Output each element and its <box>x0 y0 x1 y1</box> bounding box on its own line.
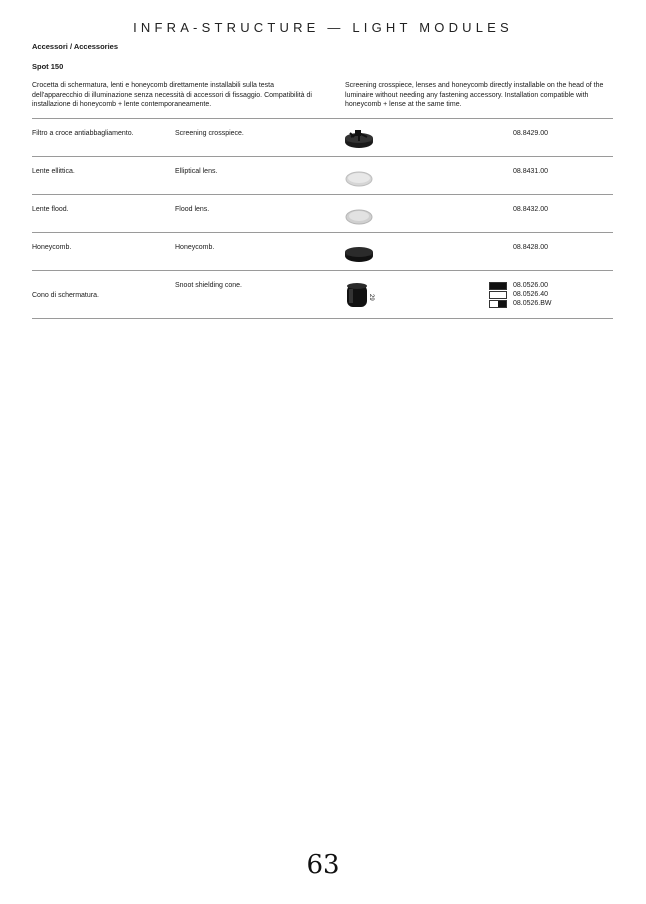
flood-lens-icon <box>343 203 375 227</box>
product-code: 08.8432.00 <box>513 206 549 213</box>
product-code: 08.8429.00 <box>513 130 549 137</box>
honeycomb-icon <box>343 241 375 265</box>
row-label-english: Elliptical lens. <box>175 168 218 175</box>
product-code: 08.8428.00 <box>513 244 549 251</box>
finish-codes <box>489 281 552 308</box>
product-code: 08.8431.00 <box>513 168 549 175</box>
header-title: INFRA-STRUCTURE — LIGHT MODULES <box>133 20 513 35</box>
section-title: Accessori / Accessories <box>32 42 119 51</box>
row-label-english: Honeycomb. <box>175 244 215 251</box>
finish-code-line <box>489 281 552 290</box>
product-subtitle: Spot 150 <box>32 62 64 71</box>
row-label-italian: Honeycomb. <box>32 244 72 251</box>
elliptical-lens-icon <box>343 165 375 189</box>
row-label-italian: Lente ellittica. <box>32 168 75 175</box>
table-row <box>32 157 613 195</box>
finish-code-line <box>489 299 552 308</box>
dimension-label: 29 <box>368 294 374 301</box>
table-row <box>32 119 613 157</box>
product-code: 08.0526.00 <box>513 282 549 289</box>
description-english: Screening crosspiece, lenses and honeycomb directly installable on the head of the luminaire without needing any fastening accessory. Installation compatible with honeycomb + lense at the same time. <box>345 82 604 109</box>
product-code: 08.0526.BW <box>513 300 552 307</box>
row-label-english: Flood lens. <box>175 206 210 213</box>
row-label-english: Screening crosspiece. <box>175 130 244 137</box>
page-number: 63 <box>306 850 340 880</box>
black-white-finish-swatch <box>489 300 507 308</box>
white-finish-swatch <box>489 291 507 299</box>
table-row <box>32 195 613 233</box>
description-italian: Crocetta di schermatura, lenti e honeycomb direttamente installabili sulla testa dell'apparecchio di illuminazione senza necessità di accessori di fissaggio. Compatibilità di installazione di honeycomb + lente contemporaneamente. <box>32 82 312 109</box>
finish-code-line <box>489 290 552 299</box>
row-label-italian: Cono di schermatura. <box>32 292 99 299</box>
table-row <box>32 233 613 271</box>
product-code: 08.0526.40 <box>513 291 549 298</box>
row-label-italian: Lente flood. <box>32 206 69 213</box>
row-label-italian: Filtro a croce antiabbagliamento. <box>32 130 134 137</box>
row-label-english: Snoot shielding cone. <box>175 282 242 289</box>
black-finish-swatch <box>489 282 507 290</box>
accessories-table <box>32 118 613 319</box>
crosspiece-icon <box>343 127 375 151</box>
table-row <box>32 271 613 319</box>
